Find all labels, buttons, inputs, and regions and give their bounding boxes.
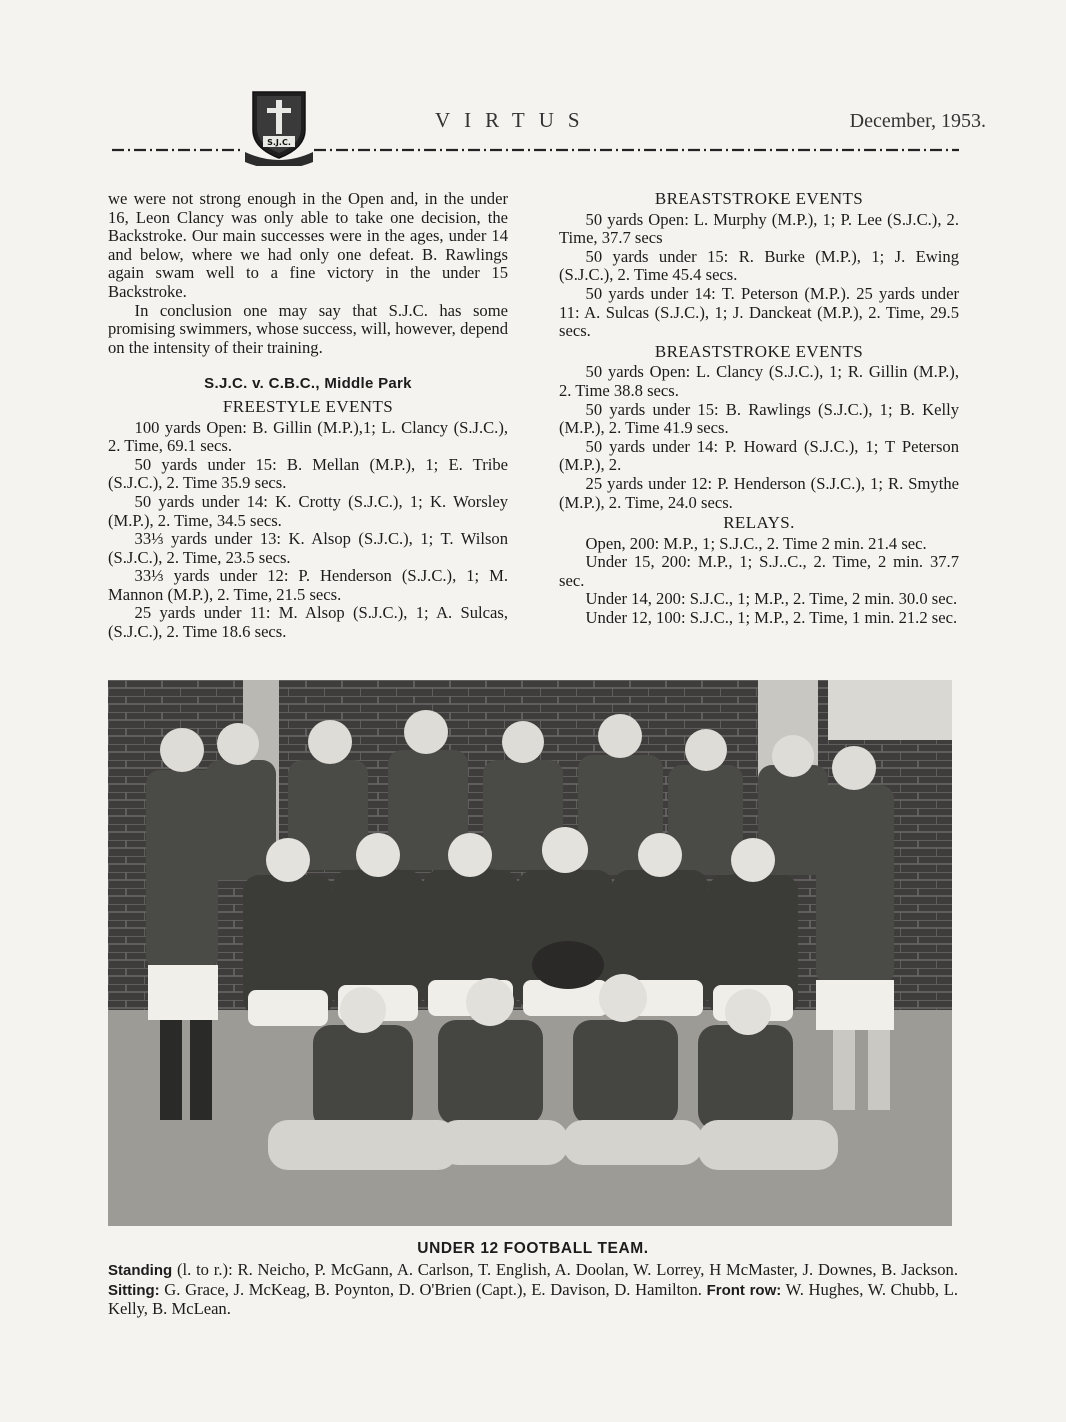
sitting-names: G. Grace, J. McKeag, B. Poynton, D. O'Brien (Capt.), E. Davison, D. Hamilton. bbox=[159, 1279, 707, 1299]
freestyle-result: 25 yards under 11: M. Alsop (S.J.C.), 1; A. Sulcas, (S.J.C.), 2. Time 18.6 secs. bbox=[108, 603, 508, 642]
breaststroke-result: 50 yards under 15: R. Burke (M.P.), 1; J. Ewing (S.J.C.), 2. Time 45.4 secs. bbox=[559, 246, 959, 285]
freestyle-result: 50 yards under 15: B. Mellan (M.P.), 1; E. Tribe (S.J.C.), 2. Time 35.9 secs. bbox=[108, 454, 508, 493]
freestyle-result: 33⅓ yards under 12: P. Henderson (S.J.C.), 1; M. Mannon (M.P.), 2. Time, 21.5 secs. bbox=[108, 566, 508, 604]
crest-letters: S.J.C. bbox=[267, 138, 291, 147]
backstroke-result: 25 yards under 12: P. Henderson (S.J.C.), 1; R. Smythe (M.P.), 2. Time, 24.0 secs. bbox=[559, 473, 959, 512]
relay-result: Under 12, 100: S.J.C., 1; M.P., 2. Time, 1 min. 21.2 sec. bbox=[585, 608, 958, 628]
backstroke-title: BREASTSTROKE EVENTS bbox=[654, 341, 864, 361]
freestyle-result: 33⅓ yards under 13: K. Alsop (S.J.C.), 1; T. Wilson (S.J.C.), 2. Time, 23.5 secs. bbox=[108, 529, 508, 567]
standing-names: (l. to r.): R. Neicho, P. McGann, A. Carlson, T. English, A. Doolan, W. Lorrey, H McMaster, J. Downes, B. Jackson. bbox=[172, 1260, 958, 1279]
front-row-names: W. Hughes, W. Chubb, L. Kelly, B. McLean. bbox=[108, 1279, 958, 1319]
breaststroke-title: BREASTSTROKE EVENTS bbox=[654, 189, 864, 208]
team-photograph bbox=[108, 680, 952, 1226]
relay-result: Under 14, 200: S.J.C., 1; M.P., 2. Time, 2 min. 30.0 sec. bbox=[585, 589, 958, 609]
relay-result: Open, 200: M.P., 1; S.J.C., 2. Time 2 min. 21.4 sec. bbox=[585, 533, 927, 553]
photo-caption-title: UNDER 12 FOOTBALL TEAM. bbox=[417, 1240, 649, 1257]
backstroke-result: 50 yards under 14: P. Howard (S.J.C.), 1; T Peterson (M.P.), 2. bbox=[559, 436, 959, 475]
freestyle-result: 100 yards Open: B. Gillin (M.P.),1; L. Clancy (S.J.C.), 2. Time, 69.1 secs. bbox=[108, 417, 508, 456]
match-heading: S.J.C. v. C.B.C., Middle Park bbox=[204, 375, 412, 393]
relays-title: RELAYS. bbox=[723, 513, 795, 533]
intro-paragraph-1: we were not strong enough in the Open and, in the under 16, Leon Clancy was only able to take one decision, the Backstroke. Our main successes were in the ages, under 14 and below, where we had only one defeat. B. Rawlings again swam well to a fine victory in the under 15 Backstroke. bbox=[108, 189, 508, 301]
backstroke-result: 50 yards under 15: B. Rawlings (S.J.C.), 1; B. Kelly (M.P.), 2. Time 41.9 secs. bbox=[559, 399, 959, 438]
breaststroke-result: 50 yards under 14: T. Peterson (M.P.). 25 yards under 11: A. Sulcas (S.J.C.), 1; J. Danckeat (M.P.), 2. Time, 29.5 secs. bbox=[559, 283, 959, 341]
backstroke-result: 50 yards Open: L. Clancy (S.J.C.), 1; R. Gillin (M.P.), 2. Time 38.8 secs. bbox=[559, 362, 959, 400]
page-header bbox=[0, 0, 1066, 170]
photo-caption bbox=[108, 1261, 958, 1319]
header-rule-left bbox=[112, 147, 244, 153]
breaststroke-result: 50 yards Open: L. Murphy (M.P.), 1; P. Lee (S.J.C.), 2. Time, 37.7 secs bbox=[559, 209, 959, 248]
intro-paragraph-2: In conclusion one may say that S.J.C. has some promising swimmers, whose success, will, however, depend on the intensity of their training. bbox=[108, 300, 508, 357]
freestyle-title: FREESTYLE EVENTS bbox=[222, 396, 394, 416]
magazine-title: VIRTUS bbox=[435, 108, 594, 132]
freestyle-result: 50 yards under 14: K. Crotty (S.J.C.), 1; K. Worsley (M.P.), 2. Time, 34.5 secs. bbox=[108, 491, 508, 530]
front-row-label: Front row: bbox=[706, 1281, 782, 1299]
standing-label: Standing bbox=[108, 1262, 173, 1279]
header-rule-right bbox=[314, 147, 959, 153]
relay-result: Under 15, 200: M.P., 1; S.J..C., 2. Time, 2 min. 37.7 sec. bbox=[559, 552, 959, 590]
sitting-label: Sitting: bbox=[108, 1281, 160, 1299]
issue-date: December, 1953. bbox=[849, 110, 986, 132]
right-column bbox=[559, 190, 959, 628]
left-column bbox=[108, 190, 508, 642]
school-crest-icon bbox=[245, 86, 313, 166]
